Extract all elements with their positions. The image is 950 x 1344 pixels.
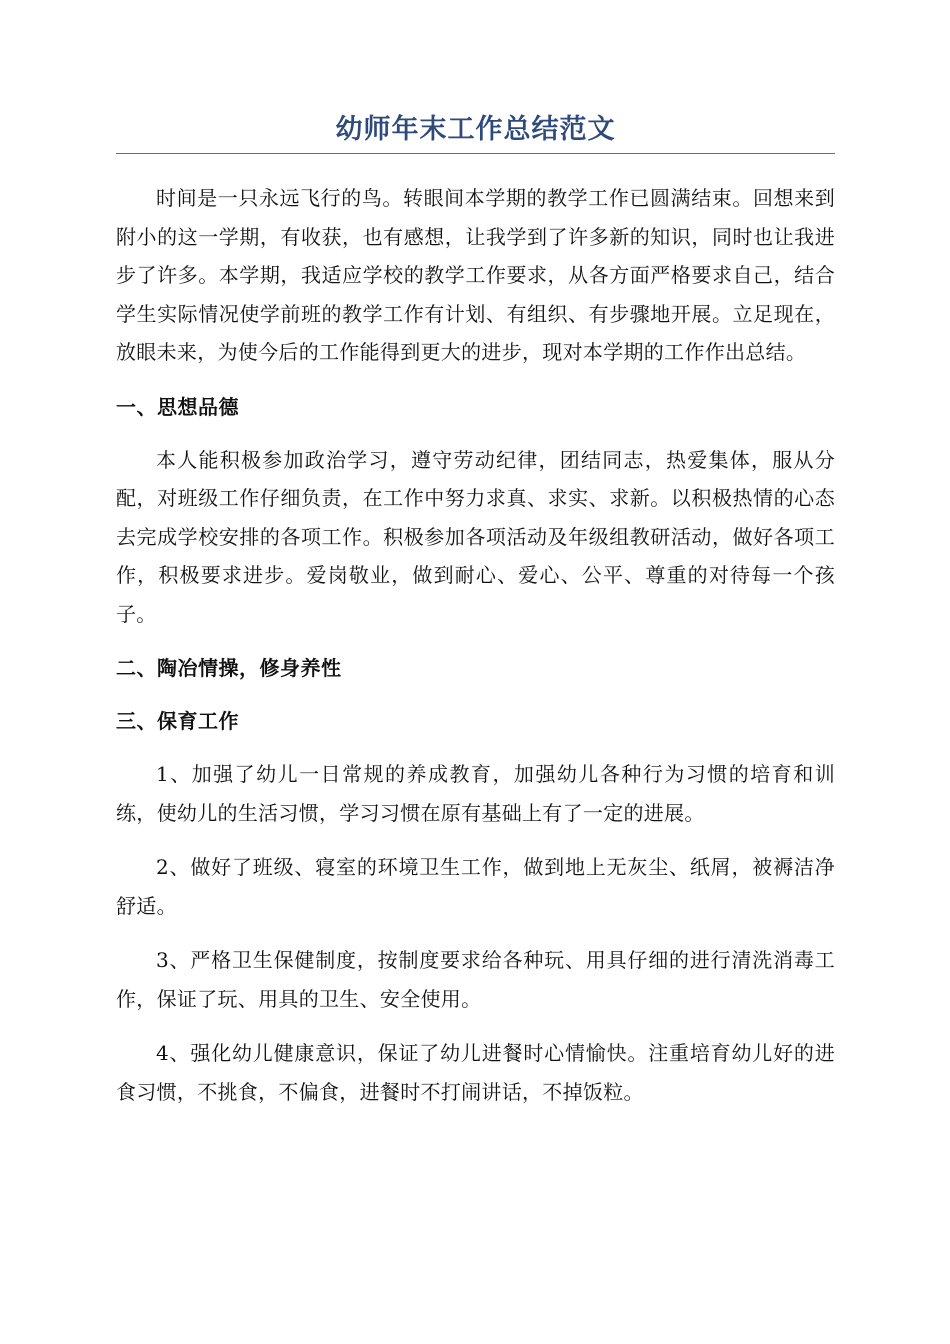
title-underline	[116, 153, 835, 154]
section-paragraph: 本人能积极参加政治学习，遵守劳动纪律，团结同志，热爱集体，服从分配，对班级工作仔细负责，在工作中努力求真、求实、求新。以积极热情的心态去完成学校安排的各项工作。积极参加各项活动及年级组教研活动，做好各项工作，积极要求进步。爱岗敬业，做到耐心、爱心、公平、尊重的对待每一个孩子。	[116, 447, 835, 626]
section-paragraph: 3、严格卫生保健制度，按制度要求给各种玩、用具仔细的进行清洗消毒工作，保证了玩、用具的卫生、安全使用。	[116, 948, 835, 1011]
section-paragraph: 1、加强了幼儿一日常规的养成教育，加强幼儿各种行为习惯的培育和训练，使幼儿的生活习惯，学习习惯在原有基础上有了一定的进展。	[116, 762, 835, 825]
section-heading: 一、思想品德	[116, 394, 239, 419]
intro-paragraph: 时间是一只永远飞行的鸟。转眼间本学期的教学工作已圆满结束。回想来到附小的这一学期，有收获，也有感想，让我学到了许多新的知识，同时也让我进步了许多。本学期，我适应学校的教学工作要求，从各方面严格要求自己，结合学生实际情况使学前班的教学工作有计划、有组织、有步骤地开展。立足现在，放眼未来，为使今后的工作能得到更大的进步，现对本学期的工作作出总结。	[116, 186, 835, 364]
document-page	[116, 110, 835, 1127]
section-paragraph: 2、做好了班级、寝室的环境卫生工作，做到地上无灰尘、纸屑，被褥洁净舒适。	[116, 855, 835, 918]
document-title: 幼师年末工作总结范文	[335, 114, 616, 145]
section-moral	[116, 388, 835, 634]
section-cultivation	[116, 649, 835, 687]
section-heading: 二、陶冶情操，修身养性	[116, 656, 342, 680]
section-childcare	[116, 702, 835, 1111]
section-paragraph: 4、强化幼儿健康意识，保证了幼儿进餐时心情愉快。注重培育幼儿好的进食习惯，不挑食，不偏食，进餐时不打闹讲话，不掉饭粒。	[116, 1041, 835, 1104]
section-heading: 三、保育工作	[116, 709, 239, 733]
